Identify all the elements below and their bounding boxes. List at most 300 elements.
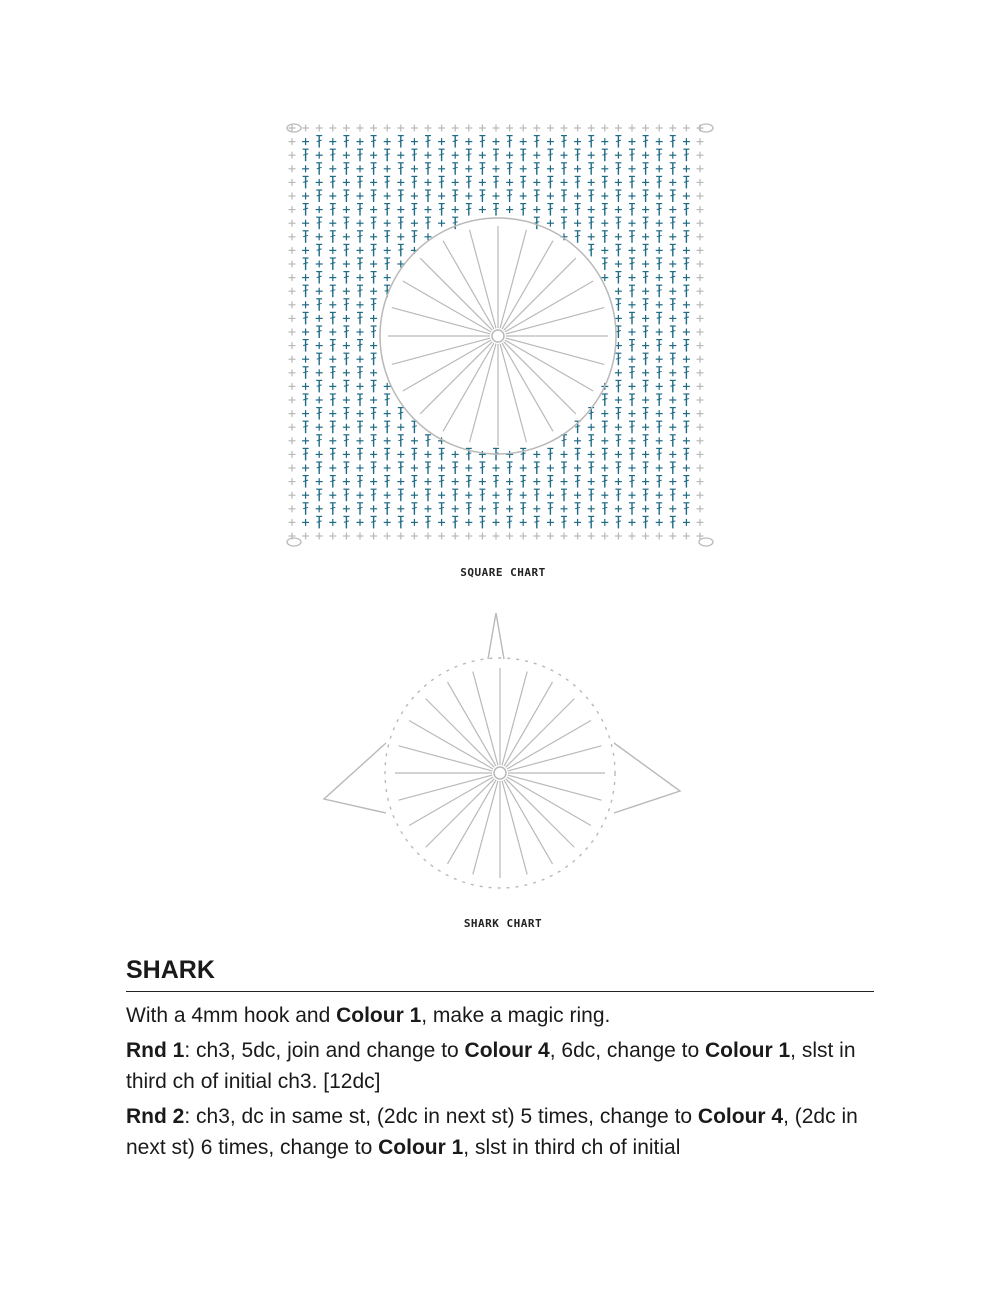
- stitch-symbol: [343, 353, 349, 365]
- stitch-symbol: [656, 329, 663, 336]
- stitch-symbol: [602, 476, 608, 488]
- radial-stitch-line: [392, 338, 491, 364]
- radial-stitch-line: [505, 281, 593, 332]
- stitch-symbol: [493, 149, 499, 161]
- stitch-symbol: [438, 465, 445, 472]
- stitch-symbol: [357, 285, 363, 297]
- stitch-symbol: [330, 176, 336, 188]
- stitch-symbol: [411, 533, 418, 540]
- stitch-symbol: [289, 220, 296, 227]
- stitch-symbol: [343, 125, 350, 132]
- radial-stitch-line: [502, 343, 553, 431]
- stitch-symbol: [602, 448, 608, 460]
- stitch-symbol: [302, 410, 309, 417]
- stitch-symbol: [533, 478, 540, 485]
- radial-stitch-line: [504, 258, 576, 330]
- stitch-symbol: [697, 138, 704, 145]
- radial-stitch-line: [502, 672, 527, 766]
- stitch-symbol: [697, 342, 704, 349]
- stitch-symbol: [615, 261, 622, 268]
- stitch-symbol: [670, 244, 676, 256]
- stitch-symbol: [615, 424, 622, 431]
- stitch-symbol: [466, 503, 472, 515]
- stitch-symbol: [643, 353, 649, 365]
- stitch-symbol: [670, 380, 676, 392]
- stitch-symbol: [615, 435, 621, 447]
- stitch-symbol: [697, 152, 704, 159]
- stitch-symbol: [289, 492, 296, 499]
- stitch-symbol: [289, 301, 296, 308]
- stitch-symbol: [629, 149, 635, 161]
- stitch-symbol: [588, 505, 595, 512]
- radial-stitch-line: [502, 241, 553, 329]
- stitch-symbol: [438, 220, 445, 227]
- stitch-symbol: [615, 179, 622, 186]
- stitch-symbol: [629, 301, 636, 308]
- stitch-symbol: [561, 489, 567, 501]
- stitch-symbol: [411, 204, 417, 216]
- stitch-symbol: [343, 217, 349, 229]
- stitch-symbol: [289, 206, 296, 213]
- stitch-symbol: [615, 190, 621, 202]
- stitch-symbol: [670, 326, 676, 338]
- stitch-symbol: [629, 410, 636, 417]
- stitch-symbol: [452, 533, 459, 540]
- radial-stitch-line: [504, 342, 576, 414]
- stitch-symbol: [547, 220, 554, 227]
- stitch-symbol: [411, 231, 417, 243]
- stitch-symbol: [561, 179, 568, 186]
- stitch-symbol: [370, 125, 377, 132]
- stitch-symbol: [547, 125, 554, 132]
- stitch-symbol: [547, 176, 553, 188]
- radial-stitch-line: [473, 672, 498, 766]
- stitch-symbol: [329, 165, 336, 172]
- stitch-symbol: [629, 220, 636, 227]
- stitch-symbol: [370, 533, 377, 540]
- stitch-symbol: [316, 516, 322, 528]
- stitch-symbol: [302, 383, 309, 390]
- radial-stitch-line: [500, 344, 526, 443]
- stitch-symbol: [343, 505, 350, 512]
- stitch-symbol: [479, 505, 486, 512]
- stitch-symbol: [547, 193, 554, 200]
- stitch-symbol: [289, 369, 296, 376]
- stitch-symbol: [683, 410, 690, 417]
- instruction-round-1: Rnd 1: ch3, 5dc, join and change to Colour 4, 6dc, change to Colour 1, slst in third ch of initial ch3. [12dc]: [126, 1039, 856, 1093]
- stitch-symbol: [656, 356, 663, 363]
- stitch-symbol: [343, 451, 350, 458]
- stitch-symbol: [398, 136, 404, 148]
- stitch-symbol: [507, 190, 513, 202]
- stitch-symbol: [343, 435, 349, 447]
- stitch-symbol: [669, 315, 676, 322]
- stitch-symbol: [425, 190, 431, 202]
- stitch-symbol: [574, 125, 581, 132]
- stitch-symbol: [425, 462, 431, 474]
- stitch-symbol: [588, 435, 594, 447]
- stitch-symbol: [656, 247, 663, 254]
- stitch-symbol: [357, 138, 364, 145]
- stitch-symbol: [289, 478, 296, 485]
- stitch-symbol: [574, 519, 581, 526]
- stitch-symbol: [697, 206, 704, 213]
- shark-chart-figure: [318, 603, 686, 893]
- stitch-symbol: [683, 329, 690, 336]
- stitch-symbol: [629, 125, 636, 132]
- stitch-symbol: [425, 478, 432, 485]
- stitch-symbol: [398, 435, 404, 447]
- stitch-symbol: [452, 516, 458, 528]
- stitch-symbol: [303, 340, 309, 352]
- magic-ring: [494, 767, 506, 779]
- stitch-symbol: [316, 505, 323, 512]
- stitch-symbol: [303, 448, 309, 460]
- stitch-symbol: [370, 288, 377, 295]
- stitch-symbol: [601, 492, 608, 499]
- stitch-symbol: [629, 383, 636, 390]
- stitch-symbol: [479, 179, 486, 186]
- stitch-symbol: [452, 505, 459, 512]
- stitch-symbol: [343, 233, 350, 240]
- stitch-symbol: [669, 288, 676, 295]
- stitch-symbol: [370, 451, 377, 458]
- stitch-symbol: [302, 220, 309, 227]
- stitch-symbol: [479, 190, 485, 202]
- stitch-symbol: [547, 165, 554, 172]
- stitch-symbol: [425, 489, 431, 501]
- stitch-symbol: [343, 397, 350, 404]
- stitch-symbol: [343, 272, 349, 284]
- stitch-symbol: [643, 163, 649, 175]
- stitch-symbol: [289, 261, 296, 268]
- stitch-symbol: [683, 138, 690, 145]
- stitch-symbol: [384, 176, 390, 188]
- stitch-symbol: [397, 478, 404, 485]
- stitch-symbol: [302, 274, 309, 281]
- stitch-symbol: [371, 163, 377, 175]
- stitch-symbol: [329, 138, 336, 145]
- stitch-symbol: [683, 312, 689, 324]
- stitch-symbol: [642, 342, 649, 349]
- stitch-symbol: [683, 258, 689, 270]
- stitch-symbol: [561, 516, 567, 528]
- stitch-symbol: [343, 380, 349, 392]
- stitch-symbol: [656, 519, 663, 526]
- stitch-symbol: [615, 315, 622, 322]
- stitch-symbol: [533, 206, 540, 213]
- stitch-symbol: [316, 261, 323, 268]
- stitch-symbol: [343, 163, 349, 175]
- stitch-symbol: [669, 125, 676, 132]
- radial-stitch-line: [507, 777, 591, 826]
- stitch-symbol: [643, 272, 649, 284]
- stitch-symbol: [343, 261, 350, 268]
- stitch-symbol: [574, 492, 581, 499]
- stitch-symbol: [533, 179, 540, 186]
- stitch-symbol: [425, 179, 432, 186]
- stitch-symbol: [642, 505, 649, 512]
- stitch-symbol: [398, 489, 404, 501]
- stitch-symbol: [615, 217, 621, 229]
- stitch-symbol: [370, 397, 377, 404]
- stitch-symbol: [439, 503, 445, 515]
- stitch-symbol: [493, 476, 499, 488]
- stitch-symbol: [588, 451, 595, 458]
- stitch-symbol: [629, 367, 635, 379]
- stitch-symbol: [357, 149, 363, 161]
- stitch-symbol: [303, 394, 309, 406]
- stitch-symbol: [574, 465, 581, 472]
- stitch-symbol: [547, 448, 553, 460]
- stitch-symbol: [302, 138, 309, 145]
- stitch-symbol: [643, 408, 649, 420]
- stitch-symbol: [697, 274, 704, 281]
- stitch-symbol: [357, 204, 363, 216]
- stitch-symbol: [561, 206, 568, 213]
- radial-stitch-line: [508, 775, 602, 800]
- stitch-symbol: [289, 410, 296, 417]
- stitch-symbol: [316, 397, 323, 404]
- radial-stitch-line: [409, 721, 493, 770]
- stitch-symbol: [670, 136, 676, 148]
- stitch-symbol: [656, 437, 663, 444]
- stitch-symbol: [697, 315, 704, 322]
- stitch-symbol: [575, 231, 581, 243]
- stitch-symbol: [615, 397, 622, 404]
- stitch-symbol: [493, 492, 500, 499]
- radial-stitch-line: [403, 281, 491, 332]
- stitch-symbol: [329, 356, 336, 363]
- stitch-symbol: [656, 301, 663, 308]
- stitch-symbol: [642, 315, 649, 322]
- stitch-symbol: [357, 533, 364, 540]
- stitch-symbol: [629, 193, 636, 200]
- stitch-symbol: [669, 179, 676, 186]
- stitch-symbol: [316, 152, 323, 159]
- stitch-symbol: [615, 206, 622, 213]
- magic-ring: [492, 330, 504, 342]
- stitch-symbol: [479, 136, 485, 148]
- stitch-symbol: [601, 220, 608, 227]
- stitch-symbol: [629, 165, 636, 172]
- stitch-symbol: [425, 516, 431, 528]
- stitch-symbol: [615, 125, 622, 132]
- stitch-symbol: [398, 408, 404, 420]
- stitch-symbol: [370, 152, 377, 159]
- stitch-symbol: [302, 519, 309, 526]
- stitch-symbol: [438, 165, 445, 172]
- stitch-symbol: [330, 340, 336, 352]
- stitch-symbol: [289, 451, 296, 458]
- stitch-symbol: [697, 397, 704, 404]
- stitch-symbol: [697, 220, 704, 227]
- stitch-symbol: [629, 285, 635, 297]
- stitch-symbol: [506, 125, 513, 132]
- stitch-symbol: [670, 299, 676, 311]
- stitch-symbol: [357, 220, 364, 227]
- stitch-symbol: [697, 329, 704, 336]
- stitch-symbol: [384, 149, 390, 161]
- stitch-symbol: [588, 233, 595, 240]
- stitch-symbol: [697, 451, 704, 458]
- radial-stitch-line: [399, 775, 493, 800]
- stitch-symbol: [656, 125, 663, 132]
- stitch-symbol: [465, 492, 472, 499]
- stitch-symbol: [506, 533, 513, 540]
- radial-stitch-line: [470, 230, 496, 329]
- stitch-symbol: [303, 231, 309, 243]
- stitch-symbol: [670, 435, 676, 447]
- stitch-symbol: [343, 288, 350, 295]
- stitch-symbol: [601, 437, 608, 444]
- stitch-symbol: [683, 421, 689, 433]
- stitch-symbol: [642, 424, 649, 431]
- stitch-symbol: [561, 435, 567, 447]
- corner-chain: [699, 538, 713, 546]
- stitch-symbol: [669, 505, 676, 512]
- stitch-symbol: [507, 516, 513, 528]
- stitch-symbol: [357, 274, 364, 281]
- stitch-symbol: [330, 204, 336, 216]
- stitch-symbol: [330, 448, 336, 460]
- stitch-symbol: [520, 125, 527, 132]
- stitch-symbol: [602, 204, 608, 216]
- stitch-symbol: [601, 519, 608, 526]
- stitch-symbol: [303, 476, 309, 488]
- stitch-symbol: [465, 165, 472, 172]
- stitch-symbol: [683, 533, 690, 540]
- stitch-symbol: [329, 329, 336, 336]
- stitch-symbol: [357, 519, 364, 526]
- stitch-symbol: [683, 383, 690, 390]
- instruction-round-2: Rnd 2: ch3, dc in same st, (2dc in next st) 5 times, change to Colour 4, (2dc in next st) 6 times, change to Colour 1, slst in third ch of initial: [126, 1105, 858, 1159]
- stitch-symbol: [683, 503, 689, 515]
- stitch-symbol: [669, 233, 676, 240]
- stitch-symbol: [506, 451, 513, 458]
- stitch-symbol: [601, 193, 608, 200]
- stitch-symbol: [289, 424, 296, 431]
- stitch-symbol: [493, 165, 500, 172]
- stitch-symbol: [615, 163, 621, 175]
- stitch-symbol: [384, 437, 391, 444]
- stitch-symbol: [357, 329, 364, 336]
- stitch-symbol: [384, 258, 390, 270]
- stitch-symbol: [452, 478, 459, 485]
- stitch-symbol: [629, 492, 636, 499]
- stitch-symbol: [397, 424, 404, 431]
- stitch-symbol: [289, 233, 296, 240]
- stitch-symbol: [629, 231, 635, 243]
- stitch-symbol: [629, 340, 635, 352]
- stitch-symbol: [669, 478, 676, 485]
- stitch-symbol: [289, 356, 296, 363]
- stitch-symbol: [371, 190, 377, 202]
- stitch-symbol: [357, 492, 364, 499]
- stitch-symbol: [697, 383, 704, 390]
- stitch-symbol: [561, 152, 568, 159]
- stitch-symbol: [370, 179, 377, 186]
- stitch-symbol: [656, 285, 662, 297]
- stitch-symbol: [343, 369, 350, 376]
- radial-stitch-line: [420, 342, 492, 414]
- stitch-symbol: [533, 533, 540, 540]
- stitch-symbol: [520, 503, 526, 515]
- stitch-symbol: [575, 149, 581, 161]
- stitch-symbol: [629, 329, 636, 336]
- stitch-symbol: [371, 489, 377, 501]
- stitch-symbol: [357, 476, 363, 488]
- stitch-symbol: [316, 451, 323, 458]
- stitch-symbol: [629, 204, 635, 216]
- radial-stitch-line: [507, 721, 591, 770]
- stitch-symbol: [656, 340, 662, 352]
- stitch-symbol: [601, 138, 608, 145]
- square-chart-caption: SQUARE CHART: [460, 566, 546, 579]
- stitch-symbol: [670, 190, 676, 202]
- stitch-symbol: [371, 462, 377, 474]
- stitch-symbol: [643, 326, 649, 338]
- radial-stitch-line: [504, 682, 553, 766]
- stitch-symbol: [670, 489, 676, 501]
- stitch-symbol: [561, 163, 567, 175]
- stitch-symbol: [397, 233, 404, 240]
- stitch-symbol: [670, 272, 676, 284]
- stitch-symbol: [302, 356, 309, 363]
- stitch-symbol: [357, 176, 363, 188]
- stitch-symbol: [411, 138, 418, 145]
- stitch-symbol: [534, 462, 540, 474]
- stitch-symbol: [425, 136, 431, 148]
- stitch-symbol: [343, 299, 349, 311]
- stitch-symbol: [479, 206, 486, 213]
- stitch-symbol: [697, 301, 704, 308]
- stitch-symbol: [588, 424, 595, 431]
- stitch-symbol: [329, 410, 336, 417]
- stitch-symbol: [316, 288, 323, 295]
- radial-stitch-line: [448, 682, 497, 766]
- stitch-symbol: [371, 435, 377, 447]
- stitch-symbol: [398, 163, 404, 175]
- stitch-symbol: [452, 451, 459, 458]
- stitch-symbol: [669, 342, 676, 349]
- stitch-symbol: [289, 247, 296, 254]
- stitch-symbol: [561, 451, 568, 458]
- stitch-symbol: [316, 179, 323, 186]
- stitch-symbol: [615, 233, 622, 240]
- stitch-symbol: [697, 261, 704, 268]
- stitch-symbol: [398, 217, 404, 229]
- stitch-symbol: [629, 176, 635, 188]
- stitch-symbol: [384, 165, 391, 172]
- stitch-symbol: [615, 272, 621, 284]
- stitch-symbol: [384, 503, 390, 515]
- stitch-symbol: [574, 437, 581, 444]
- stitch-symbol: [643, 217, 649, 229]
- stitch-symbol: [643, 462, 649, 474]
- stitch-symbol: [642, 206, 649, 213]
- stitch-symbol: [357, 383, 364, 390]
- stitch-symbol: [493, 503, 499, 515]
- stitch-symbol: [575, 476, 581, 488]
- radial-stitch-line: [502, 781, 527, 875]
- stitch-symbol: [357, 231, 363, 243]
- stitch-symbol: [670, 408, 676, 420]
- stitch-symbol: [683, 176, 689, 188]
- stitch-symbol: [683, 285, 689, 297]
- stitch-symbol: [384, 465, 391, 472]
- stitch-symbol: [615, 353, 621, 365]
